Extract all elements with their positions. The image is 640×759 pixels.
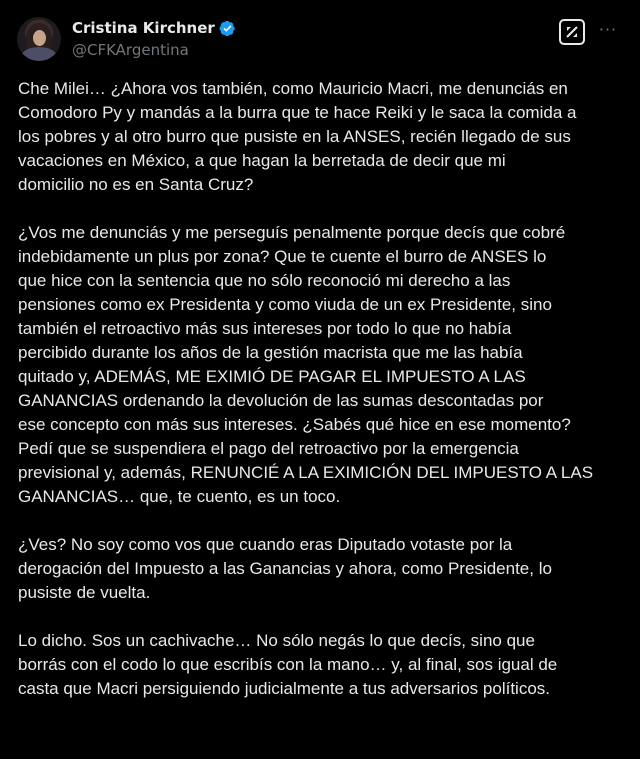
tweet-paragraph: ¿Ves? No soy como vos que cuando eras Diputado votaste por la derogación del Impuesto a las Ganancias y ahora, como Presidente, lo pusiste de vuelta.: [18, 535, 552, 602]
author-handle[interactable]: @CFKArgentina: [72, 41, 189, 59]
author-name-row: [72, 18, 236, 38]
grok-icon: [564, 24, 580, 40]
avatar-face: [33, 30, 46, 46]
avatar-shoulders: [21, 47, 57, 61]
verified-badge-icon: [219, 20, 236, 37]
tweet-paragraph: Che Milei… ¿Ahora vos también, como Mauricio Macri, me denunciás en Comodoro Py y mandás a la burra que te hace Reiki y le saca la comida a los pobres y al otro burro que pusiste en la ANSES, recién llegado de sus vacaciones en México, a que hagan la berretada de decir que mi domicilio no es en Santa Cruz?: [18, 79, 577, 194]
avatar[interactable]: [17, 17, 61, 61]
tweet-paragraph: ¿Vos me denunciás y me perseguís penalmente porque decís que cobré indebidamente un plus por zona? Que te cuente el burro de ANSES lo que hice con la sentencia que no sólo reconoció mi derecho a las pensiones como ex Presidenta y como viuda de un ex Presidente, sino también el retroactivo más sus intereses por todo lo que no había percibido durante los años de la gestión macrista que me las había quitado y, ADEMÁS, ME EXIMIÓ DE PAGAR EL IMPUESTO A LAS GANANCIAS ordenando la devolución de las sumas descontadas por ese concepto con más sus intereses. ¿Sabés qué hice en ese momento? Pedí que se suspendiera el pago del retroactivo por la emergencia previsional y, además, RENUNCIÉ A LA EXIMICIÓN DEL IMPUESTO A LAS GANANCIAS… que, te cuento, es un toco.: [18, 223, 594, 506]
tweet-paragraph: Lo dicho. Sos un cachivache… No sólo negás lo que decís, sino que borrás con el codo lo que escribís con la mano… y, al final, sos igual de casta que Macri persiguiendo judicialmente a tus adversarios políticos.: [18, 631, 558, 698]
tweet-text: [18, 77, 630, 725]
more-horizontal-icon: ···: [598, 20, 618, 39]
grok-button[interactable]: [559, 19, 585, 45]
more-options-button[interactable]: [598, 22, 618, 42]
author-display-name[interactable]: Cristina Kirchner: [72, 19, 215, 37]
